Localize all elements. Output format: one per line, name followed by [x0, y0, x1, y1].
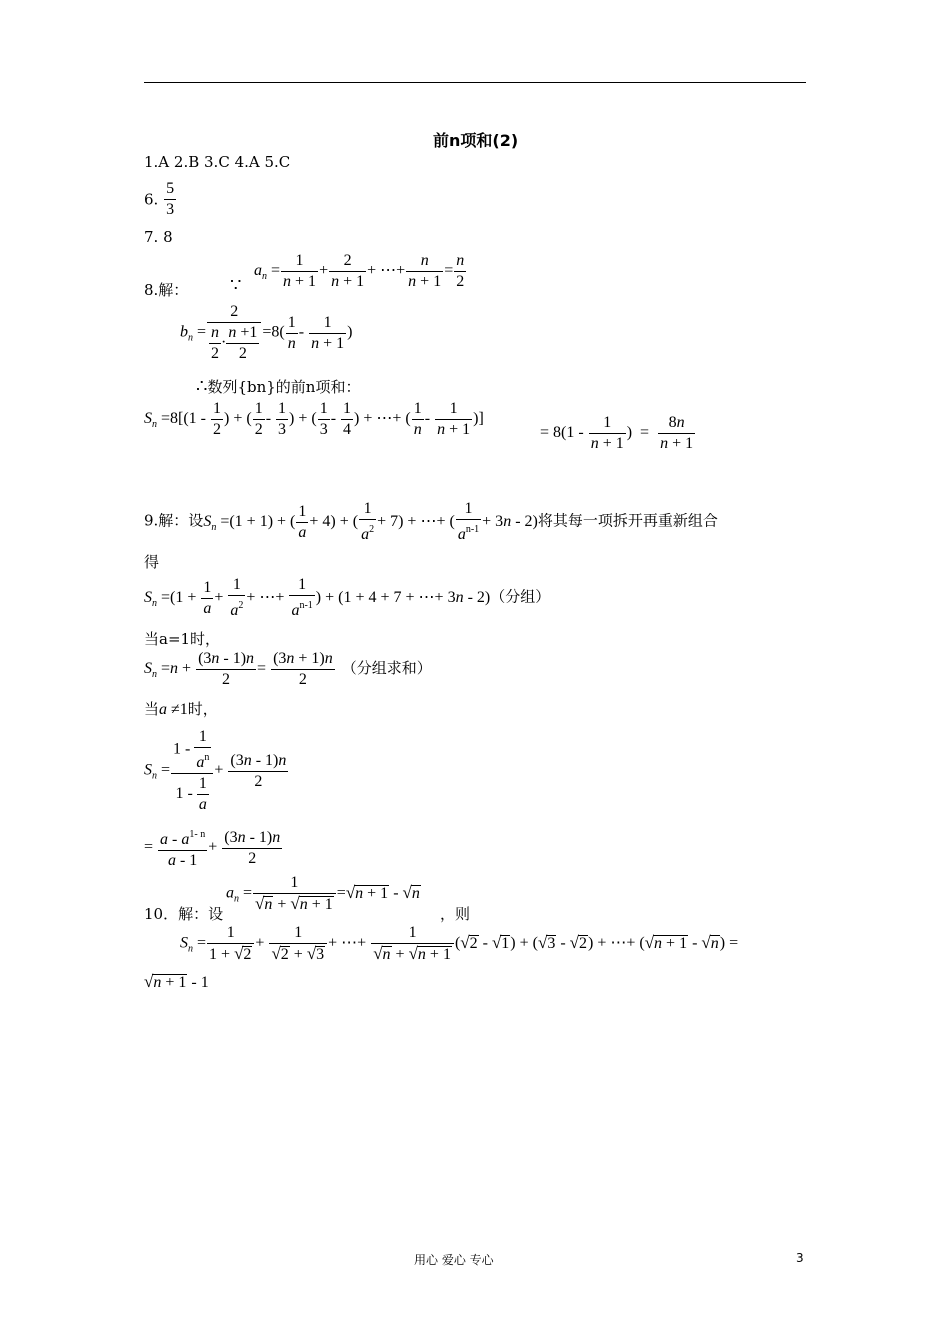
q10-sn-formula: $S_n$ = $\frac{1}{1 + √2}$ + $\frac{1}{√2 + √3}$ + ⋯+ $\frac{1}{√n + √n + 1}$ (√2 - √1) + (√3 - √2) + ⋯+ (√n + 1 - √n) =: [180, 924, 739, 963]
q8-bn-formula: $b_n$ = 2 $\frac{n}{2}$ · $\frac{n +1}{2}$ =8( $\frac{1}{n}$ - $\frac{1}{n + 1}$ ): [180, 303, 353, 362]
q8-an-formula: $a_n$ = $\frac{1}{n + 1}$ + $\frac{2}{n + 1}$ + ⋯+ $\frac{n}{n + 1}$ = $\frac{n}{2}$: [254, 252, 465, 290]
q8-sn-result: = 8(1 - $\frac{1}{n + 1}$ ) = $\frac{8n}{n + 1}$: [540, 414, 694, 452]
page-title: 前n项和(2): [433, 131, 519, 150]
q10-result: √n + 1 - 1: [144, 972, 209, 991]
q9-case2-simplified: = $\frac{a - a^{1- n}}{a - 1}$ + $\frac{(3n - 1)n}{2}$: [144, 826, 283, 870]
q8-therefore-line: [196, 376, 360, 397]
answer-6-num: 5: [164, 180, 176, 200]
q9-group-note: （分组）: [490, 587, 551, 606]
q8-label: 8.解：: [144, 281, 189, 299]
q9-text1: 将其每一项拆开再重新组合: [537, 511, 718, 530]
header-rule: [144, 82, 806, 83]
therefore-symbol: ∴: [196, 376, 208, 397]
q10-label: 10．解：设: [144, 905, 224, 923]
q9-group-sum-note: （分组求和）: [341, 659, 432, 678]
answer-6-label: 6.: [144, 190, 159, 209]
q9-case2-pre: 当: [144, 700, 160, 718]
q9-grouped-sum: $S_n =(1$ + $\frac{1}{a}$ + $\frac{1}{a^2}$ + ⋯+ $\frac{1}{a^{n-1}}$ ) + (1 + 4 + 7 + ⋯+ 3n - 2)（分组）: [144, 576, 551, 619]
q10-an-formula: $a_n$ = $\frac{1}{√n + √n + 1}$ =√n + 1 - √n: [226, 874, 420, 913]
q9-case1: 当a=1时，: [144, 630, 221, 648]
q10-then: ，则: [440, 905, 471, 923]
answers-1-5: 1.A 2.B 3.C 4.A 5.C: [144, 153, 291, 171]
answer-6-fraction: [164, 180, 176, 219]
q9-case2: 当a ≠1时，: [144, 700, 218, 718]
q9-text2: 得: [144, 553, 160, 571]
answer-6: [144, 180, 177, 219]
q9-case2-post: 时，: [187, 700, 218, 718]
q8-sn-formula: $S_n =8[(1$ - $\frac{1}{2}$ ) + ( $\frac{1}{2}$ - $\frac{1}{3}$ ) + ( $\frac{1}{3}$ - $\frac{1}{4}$ ) + ⋯+ ( $\frac{1}{n}$ - $\frac{1}{n + 1}$ )]: [144, 400, 484, 438]
q9-label: 9.解：设: [144, 511, 204, 530]
q9-case2-formula: $S_n$ = 1 - $\frac{1}{a^n}$ 1 - $\frac{1}{a}$ + $\frac{(3n - 1)n}{2}$: [144, 728, 287, 813]
answer-6-den: 3: [166, 201, 175, 218]
q9-case1-formula: $S_n =n$ + $\frac{(3n - 1)n}{2}$ = $\frac{(3n + 1)n}{2}$ （分组求和）: [144, 650, 432, 688]
because-symbol: ∵: [230, 275, 242, 296]
footer-text: 用心 爱心 专心: [414, 1253, 494, 1267]
answer-7: 7. 8: [144, 228, 173, 246]
page-number: 3: [796, 1251, 804, 1265]
q8-sum-text: 数列{bn}的前n项和：: [207, 378, 361, 396]
q9-first-line: 9.解：设$S_n =(1 + 1)$ + ( $\frac{1}{a}$ + 4) + ( $\frac{1}{a^2}$ + 7) + ⋯+ ( $\frac{1}{a^{n-1}}$ + 3n - 2)将其每一项拆开再重新组合: [144, 500, 718, 543]
